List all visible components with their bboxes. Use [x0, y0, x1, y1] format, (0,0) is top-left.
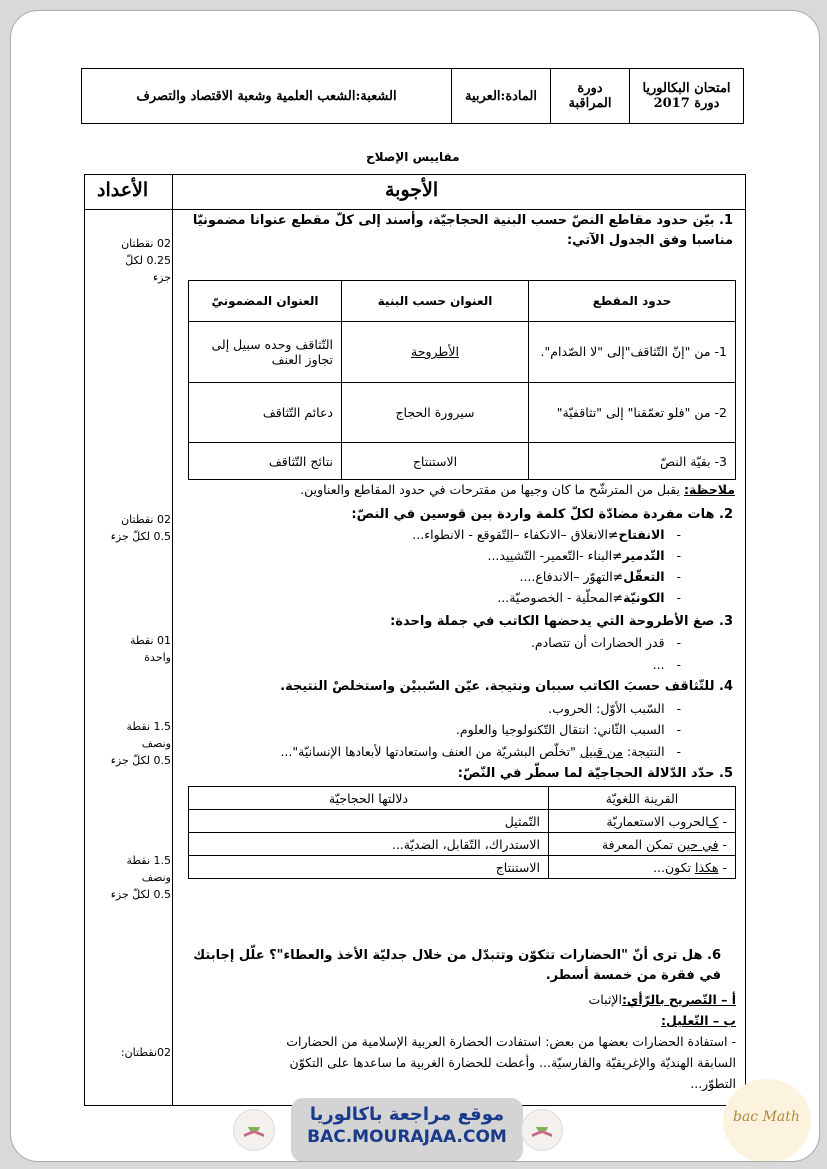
- table-row: - في حين تمكن المعرفة الاستدراك، التّقابل، الضديّة...: [189, 833, 736, 856]
- argument-table: [188, 786, 736, 879]
- question-1: 1. بيّن حدود مقاطع النصّ حسب البنية الحجاجيّة، وأسند إلى كلّ مقطع عنوانا مضمونيّا مناسبا وفق الجدول الآتي:: [192, 213, 733, 248]
- grade-q6: 02نقطتان:: [120, 1046, 171, 1059]
- grade-q4: 1.5 نقطة ونصف 0.5 لكلّ جزء: [110, 720, 171, 767]
- list-item: - النتيجة: من قبيل "تخلّص البشريّة من العنف واستعادتها لأبعادها الإنسانيّة"...: [280, 744, 681, 759]
- question-5: 5. حدّد الدّلالة الحجاجيّة لما سطّر في النّصّ:: [457, 766, 733, 781]
- exam-subject: المادة:العربية: [452, 69, 551, 124]
- list-item: - الكونيّة≠المحلّية - الخصوصيّة...: [497, 590, 681, 605]
- page-title: مقاييس الإصلاح: [366, 150, 460, 164]
- exam-page: [10, 10, 820, 1162]
- grade-q1: 02 نقطتان 0.25 لكلّ جزء: [121, 237, 171, 284]
- table-row: 3- بقيّة النصّ الاستنتاج نتائج التّثاقف: [189, 443, 736, 480]
- grade-q3: 01 نقطة واحدة: [129, 634, 171, 664]
- table-row: - هكذا تكون... الاستنتاج: [189, 856, 736, 879]
- q6-justification-label: ب – التّعليل:: [660, 1013, 736, 1028]
- exam-branch: الشعبة:الشعب العلمية وشعبة الاقتصاد والتصرف: [82, 69, 452, 124]
- q6-line-3: التطوّر...: [690, 1076, 736, 1091]
- col-structure: العنوان حسب البنية: [342, 281, 529, 322]
- list-item: - السبب الثّاني: انتقال التّكنولوجيا والعلوم.: [455, 722, 681, 737]
- list-item: - التعقّل≠التهوّر –الاندفاع....: [519, 569, 681, 584]
- list-item: - السّبب الأوّل: الحروب.: [548, 701, 681, 716]
- q6-line-1: - استفادة الحضارات بعضها من بعض: استفادت الحضارة العربية الإسلامية من الحضارات: [286, 1034, 736, 1049]
- table-row: 2- من "فلو تعمّقنا" إلى "تثاقفيّة" سيرورة الحجاج دعائم التّثاقف: [189, 382, 736, 443]
- book-logo-icon: [233, 1109, 275, 1151]
- grades-column-header: الأعداد: [97, 179, 149, 201]
- table-row: 1- من "إنّ التّثاقف"إلى "لا الصّدام". الأطروحة التّثاقف وحده سبيل إلى تجاوز العنف: [189, 321, 736, 382]
- bac-math-logo: bac Math: [723, 1079, 811, 1162]
- segments-table: [188, 280, 736, 480]
- question-2: 2. هات مفردة مضادّة لكلّ كلمة واردة بين قوسين في النصّ:: [351, 507, 733, 522]
- answers-column-header: الأجوبة: [385, 179, 439, 201]
- list-item: - ...: [652, 657, 681, 672]
- exam-session: دورة المراقبة: [551, 69, 630, 124]
- list-item: - التّدمير≠البناء -التّعمير- التّشييد...: [487, 548, 681, 563]
- site-banner[interactable]: [291, 1098, 523, 1162]
- q1-note: ملاحظة: يقبل من المترشّح ما كان وجيها من مقترحات في حدود المقاطع والعناوين.: [300, 482, 735, 497]
- grade-q2: 02 نقطتان 0.5 لكلّ جزء: [110, 513, 171, 543]
- site-name: موقع مراجعة باكالوريا: [309, 1104, 505, 1125]
- site-url[interactable]: BAC.MOURAJAA.COM: [307, 1127, 507, 1147]
- list-item: - الانفتاح≠الانغلاق –الانكفاء –التّقوقع - الانطواء...: [412, 527, 681, 542]
- question-6: 6. هل ترى أنّ "الحضارات تتكوّن وتتبدّل من خلال جدليّة الأخذ والعطاء"؟ علّل إجابتك في فقرة من خمسة أسطر.: [193, 948, 721, 983]
- table-row: - كـالحروب الاستعماريّة التّمثيل: [189, 810, 736, 833]
- question-4: 4. للتّثاقف حسبَ الكاتب سببان ونتيجة. عيّن السّببيْن واستخلصْ النتيجة.: [280, 679, 733, 694]
- exam-header-table: [81, 68, 744, 124]
- col-meaning: دلالتها الحجاجيّة: [189, 787, 549, 810]
- question-3: 3. صغ الأطروحة التي يدحضها الكاتب في جملة واحدة:: [390, 614, 733, 629]
- exam-title: امتحان البكالوريا دورة 2017: [630, 69, 744, 124]
- col-content: العنوان المضمونيّ: [189, 281, 342, 322]
- grade-q5: 1.5 نقطة ونصف 0.5 لكلّ جزء: [110, 854, 171, 901]
- col-indicator: القرينة اللغويّة: [549, 787, 736, 810]
- book-logo-icon: [521, 1109, 563, 1151]
- q6-line-2: السابقة الهنديّة والإغريقيّة والفارسيّة... وأعطت للحضارة الغربية ما ساعدها على التكوّن: [289, 1055, 736, 1070]
- list-item: - قدر الحضارات أن تتصادم.: [530, 635, 681, 650]
- col-limits: حدود المقطع: [529, 281, 736, 322]
- q6-opinion: أ – التّصريح بالرّأي:الإثبات: [588, 992, 736, 1007]
